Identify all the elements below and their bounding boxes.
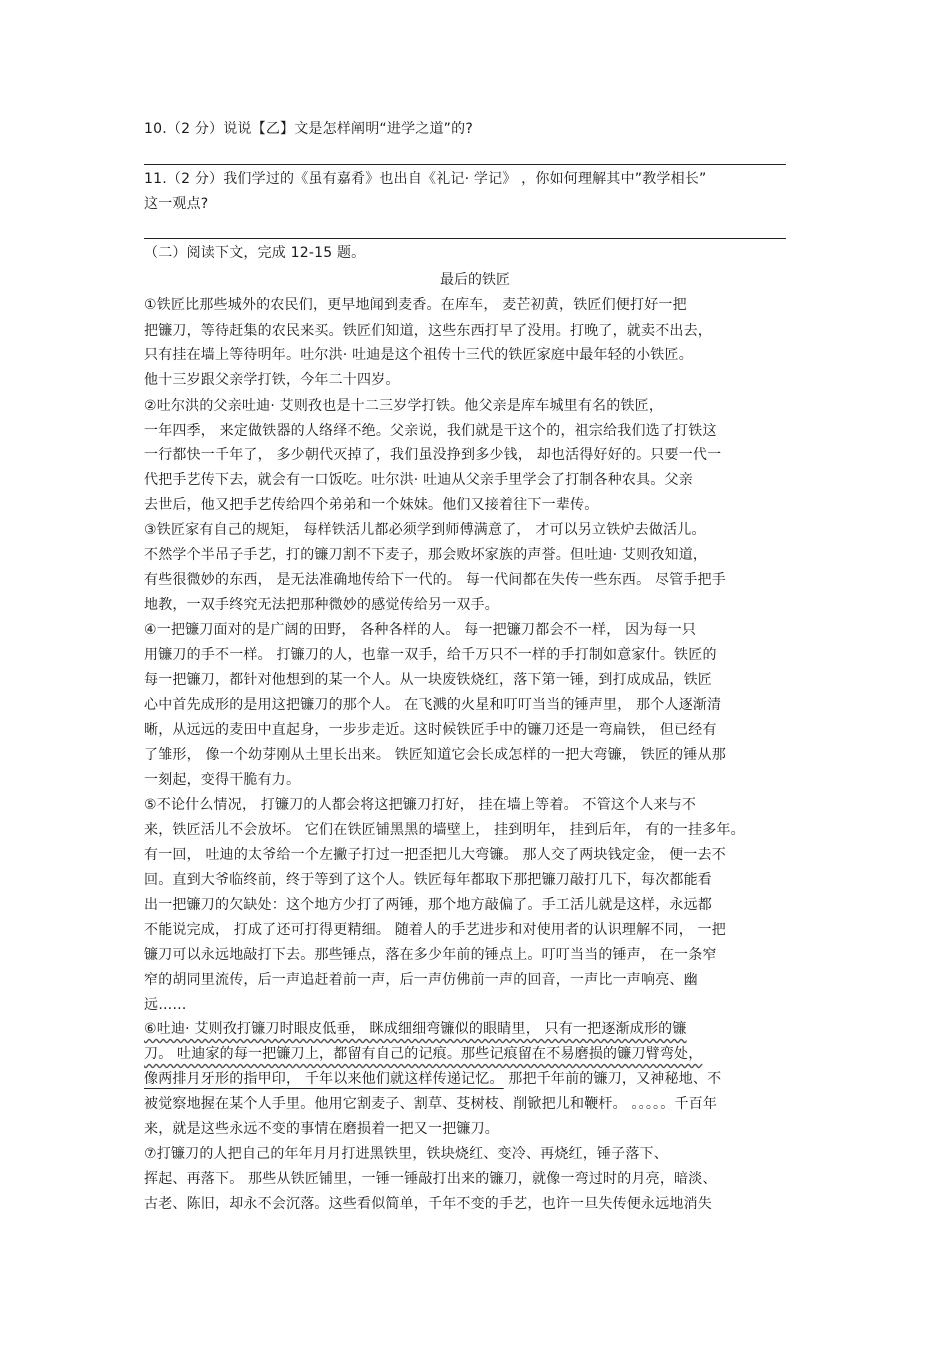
text-line: 用镰刀的手不一样。 打镰刀的人，也靠一双手，给千万只不一样的手打制如意家什。铁匠的 — [144, 647, 717, 663]
text-line: ⑦打镰刀的人把自己的年年月月打进黑铁里，铁块烧红、变冷、再烧红，锤子落下、 — [144, 1146, 668, 1162]
underlined-passage-line-2 — [144, 1043, 806, 1065]
text-line: 有些很微妙的东西， 是无法准确地传给下一代的。 每一代间都在失传一些东西。 尽管手把手 — [144, 572, 726, 588]
text-line: 镰刀可以永远地敲打下去。那些锤点，落在多少年前的锤点上。叮叮当当的锤声， 在一条窄 — [144, 947, 717, 963]
wavy-underline-text: 刀。 吐迪家的每一把镰刀上，都留有自己的记痕。那些记痕留在不易磨损的镰刀臂弯处， — [144, 1046, 703, 1062]
text-line: 古老、陈旧，却永不会沉落。这些看似简单，千年不变的手艺，也许一旦失传便永远地消失 — [144, 1196, 712, 1212]
text-line: 来，就是这些永远不变的事情在磨损着一把又一把镰刀。 — [144, 1121, 499, 1137]
text-line: ④一把镰刀面对的是广阔的田野， 各种各样的人。 每一把镰刀都会不一样， 因为每一只 — [144, 622, 697, 638]
question-11-line-2: 这一观点? — [144, 196, 209, 212]
text-line: ②吐尔洪的父亲吐迪· 艾则孜也是十二三岁学打铁。他父亲是库车城里有名的铁匠， — [144, 398, 664, 414]
text-line: 窄的胡同里流传，后一声追赶着前一声，后一声仿佛前一声的回音，一声比一声响亮、幽 — [144, 972, 698, 988]
text-line: 地教，一双手终究无法把那种微妙的感觉传给另一双手。 — [144, 597, 499, 613]
text-line: 一刻起，变得干脆有力。 — [144, 772, 301, 788]
text-line: 出一把镰刀的欠缺处：这个地方少打了两锤，那个地方敲偏了。手工活儿就是这样，永远都 — [144, 897, 712, 913]
question-10: 10.（2 分）说说【乙】文是怎样阐明“进学之道”的? — [144, 121, 473, 137]
text-line: 代把手艺传下去，就会有一口饭吃。吐尔洪· 吐迪从父亲手里学会了打制各种农具。父亲 — [144, 472, 693, 488]
text-line: ⑤不论什么情况， 打镰刀的人都会将这把镰刀打好， 挂在墙上等着。 不管这个人来与不 — [144, 797, 697, 813]
text-line: 一年四季， 来定做铁器的人络绎不绝。父亲说，我们就是干这个的，祖宗给我们选了打铁这 — [144, 423, 717, 439]
question-11-line-1: 11.（2 分）我们学过的《虽有嘉肴》也出自《礼记· 学记》 ，你如何理解其中”教学相长” — [144, 171, 707, 187]
text-line: 去世后，他又把手艺传给四个弟弟和一个妹妹。他们又接着往下一辈传。 — [144, 497, 599, 513]
text-line: 他十三岁跟父亲学打铁，今年二十四岁。 — [144, 372, 400, 388]
text-line: 挥起、再落下。 那些从铁匠铺里，一锤一锤敲打出来的镰刀，就像一弯过时的月亮，暗淡、 — [144, 1171, 717, 1187]
text-line: 有一回， 吐迪的太爷给一个左撇子打过一把歪把儿大弯镰。 那人交了两块钱定金， 便一去不 — [144, 847, 726, 863]
text-line: ①铁匠比那些城外的农民们，更早地闻到麦香。在库车， 麦芒初黄，铁匠们便打好一把 — [144, 297, 687, 313]
text-line: 每一把镰刀，都针对他想到的某一个人。从一块废铁烧红，落下第一锤，到打成成品，铁匠 — [144, 672, 712, 688]
underlined-text: 像两排月牙形的指甲印， 千年以来他们就这样传递记忆。 — [144, 1071, 504, 1087]
text-span: 那把千年前的镰刀，又神秘地、不 — [503, 1071, 722, 1087]
text-line: 被觉察地握在某个人手里。他用它割麦子、割草、芟树枝、削锨把儿和鞭杆。 。。。。。千百年 — [144, 1096, 718, 1112]
text-line: 一行都快一千年了， 多少朝代灭掉了，我们虽没挣到多少钱， 却也活得好好的。只要一代一 — [144, 447, 722, 463]
text-line: 不能说完成， 打成了还可打得更精细。 随着人的手艺进步和对使用者的认识理解不同， 一把 — [144, 922, 726, 938]
underlined-passage-line-1 — [144, 1018, 806, 1040]
text-line: 远…… — [144, 997, 187, 1013]
text-line: 把镰刀，等待赶集的农民来买。铁匠们知道，这些东西打早了没用。打晚了，就卖不出去， — [144, 323, 712, 339]
answer-line-10 — [144, 164, 786, 165]
text-line: 来，铁匠活儿不会放坏。 它们在铁匠铺黑黑的墙壁上， 挂到明年， 挂到后年， 有的一挂多年。 — [144, 822, 745, 838]
wavy-underline-text: ⑥吐迪· 艾则孜打镰刀时眼皮低垂， 眯成细细弯镰似的眼睛里， 只有一把逐渐成形的镰 — [144, 1021, 687, 1037]
text-line: 不然学个半吊子手艺，打的镰刀割不下麦子，那会败坏家族的声誉。但吐迪· 艾则孜知道， — [144, 547, 708, 563]
text-line: 了雏形， 像一个幼芽刚从土里长出来。 铁匠知道它会长成怎样的一把大弯镰， 铁匠的锤从那 — [144, 747, 726, 763]
underlined-passage-line-3 — [144, 1068, 806, 1090]
answer-line-11 — [144, 238, 786, 239]
text-line: 晰，从远远的麦田中直起身，一步步走近。这时候铁匠手中的镰刀还是一弯扁铁， 但已经有 — [144, 722, 717, 738]
text-line: 回。直到大爷临终前，终于等到了这个人。铁匠每年都取下那把镰刀敲打几下，每次都能看 — [144, 872, 712, 888]
text-line: 心中首先成形的是用这把镰刀的那个人。 在飞溅的火星和叮叮当当的锤声里， 那个人逐渐清 — [144, 697, 722, 713]
article-title: 最后的铁匠 — [440, 272, 510, 288]
text-line: 只有挂在墙上等待明年。吐尔洪· 吐迪是这个祖传十三代的铁匠家庭中最年轻的小铁匠。 — [144, 347, 693, 363]
section-heading: （二）阅读下文，完成 12-15 题。 — [144, 245, 366, 261]
text-line: ③铁匠家有自己的规矩， 每样铁活儿都必须学到师傅满意了， 才可以另立铁炉去做活儿。 — [144, 522, 706, 538]
